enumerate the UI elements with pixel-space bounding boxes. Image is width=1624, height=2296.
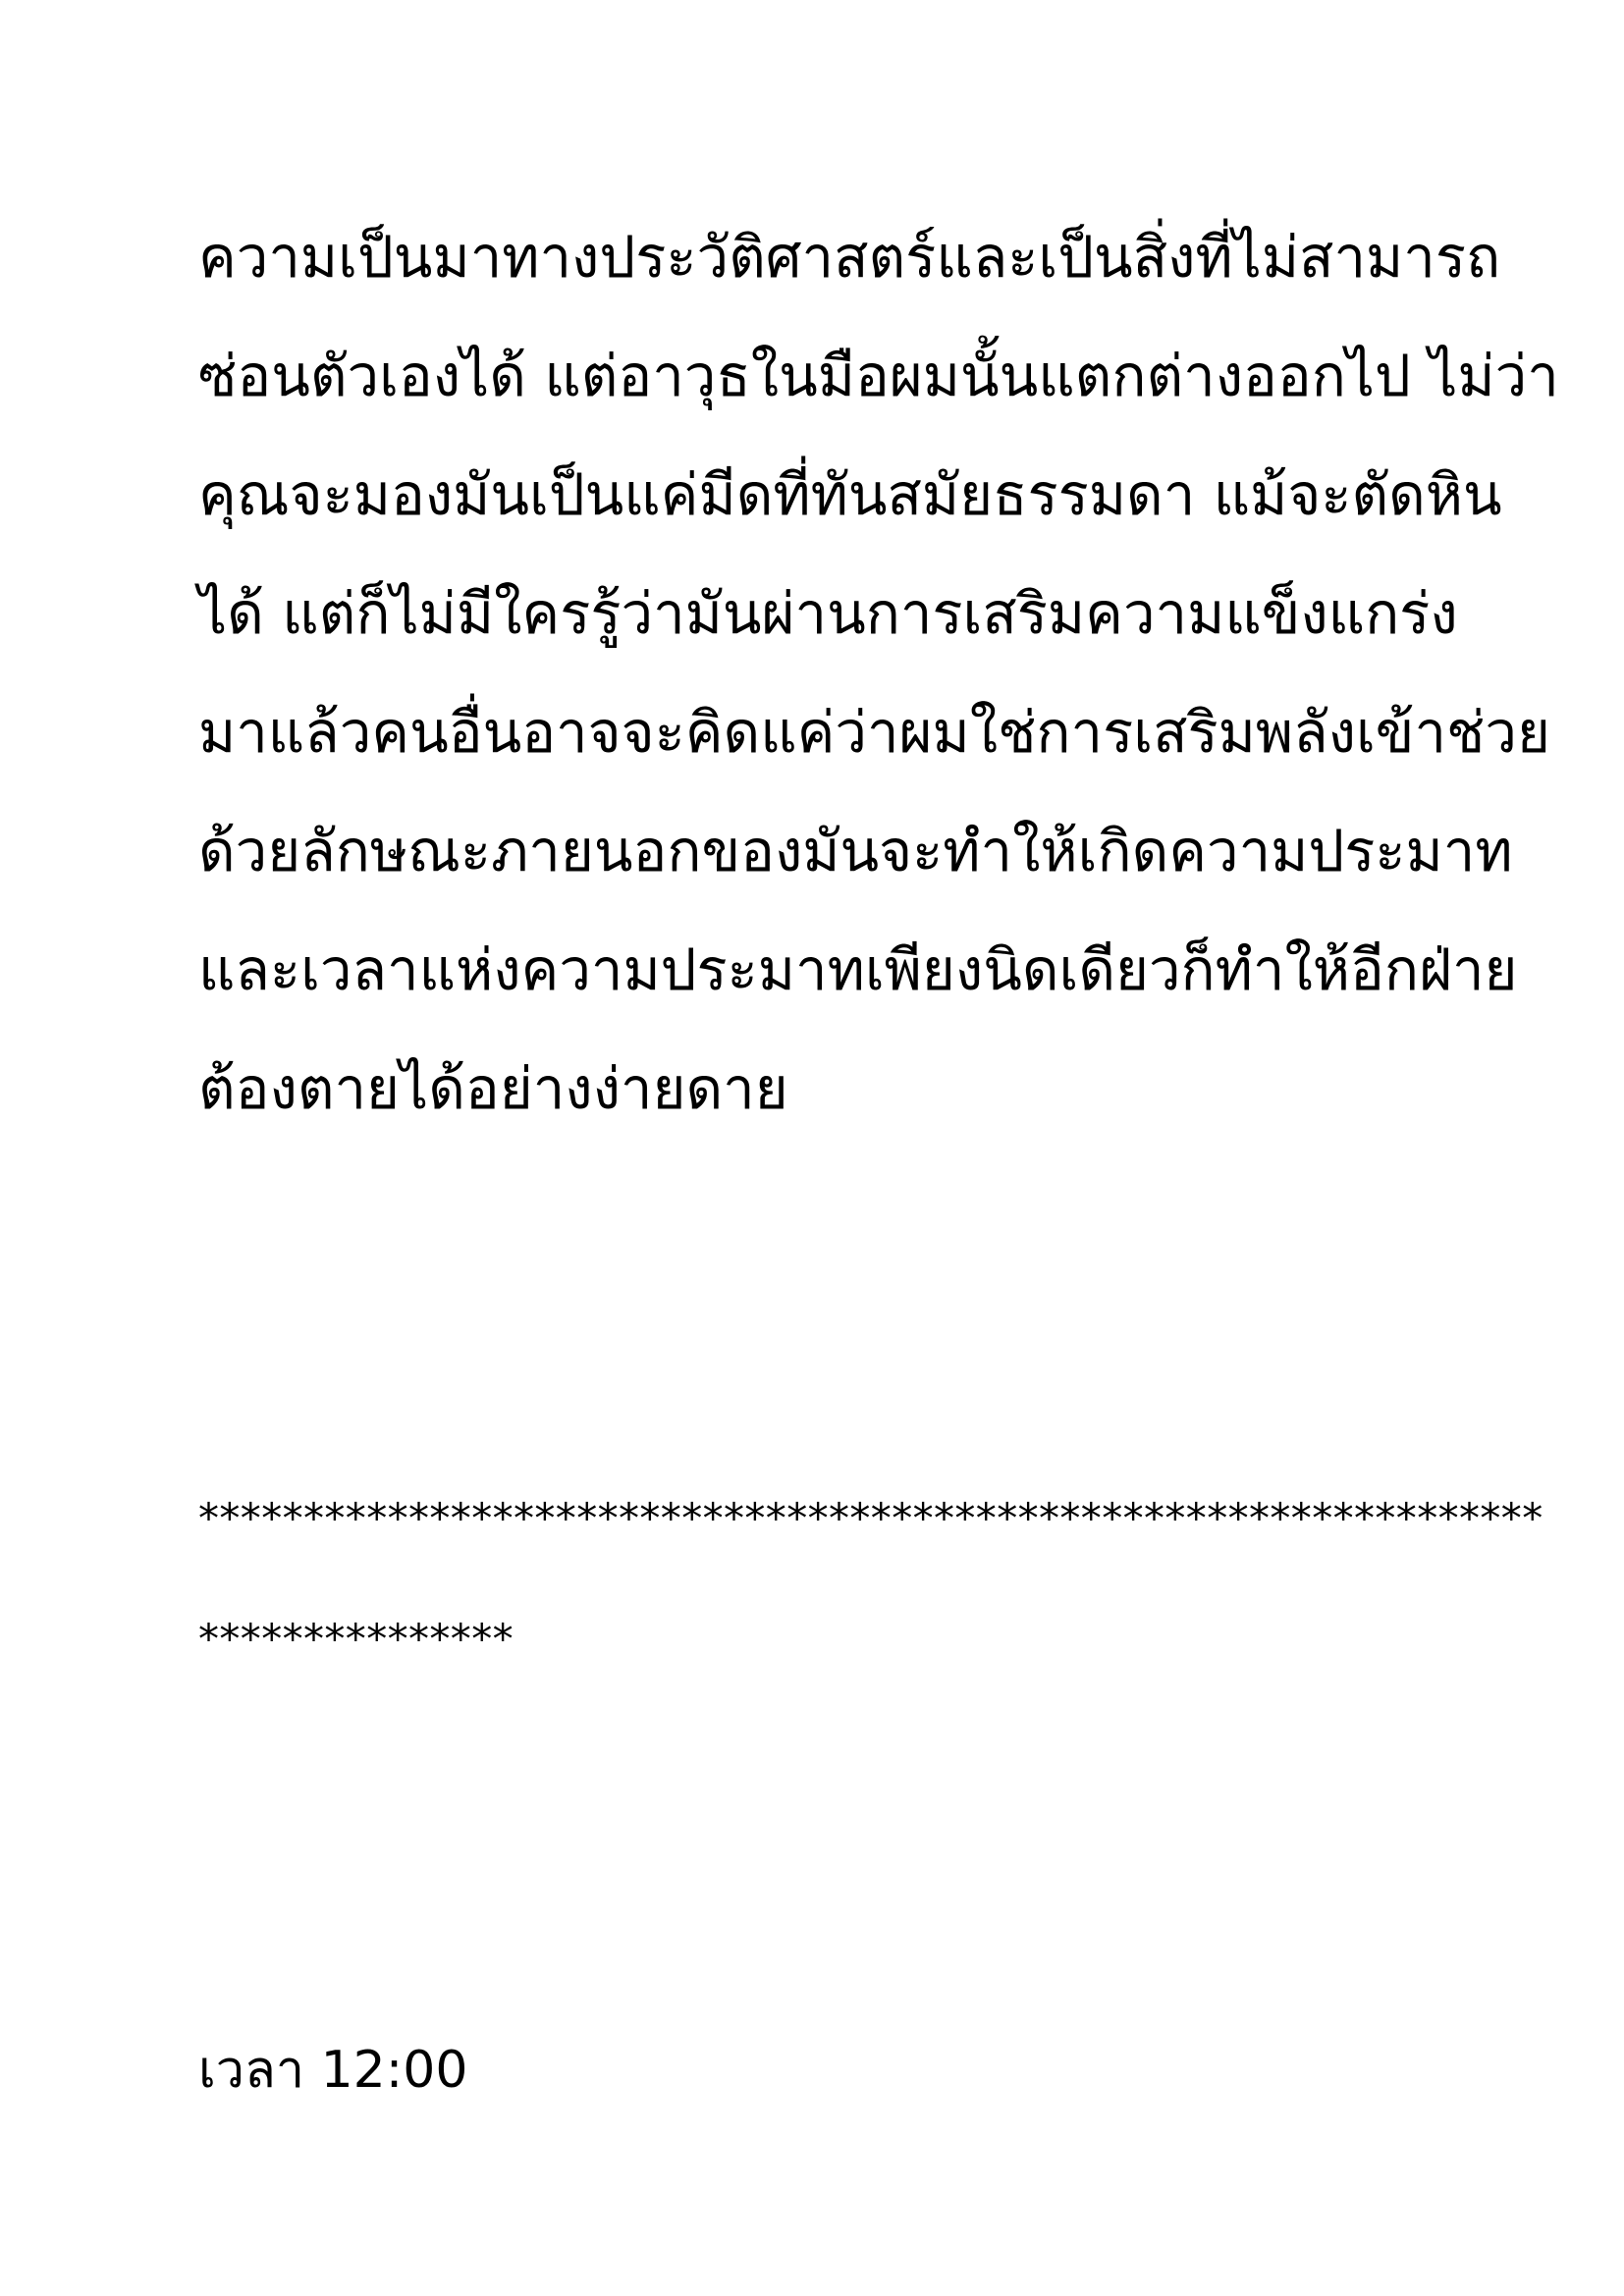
- body-text-line: ต้องตายได้อย่างง่ายดาย: [198, 1055, 788, 1122]
- body-text-line: คุณจะมองมันเป็นแค่มีดที่ทันสมัยธรรมดา แม้จะตัดหิน: [198, 461, 1502, 528]
- body-text-line: ด้วยลักษณะภายนอกของมันจะทำให้เกิดความประมาท: [198, 818, 1513, 884]
- time-label: เวลา 12:00: [198, 2041, 468, 2100]
- body-text-line: มาแล้วคนอื่นอาจจะคิดแค่ว่าผมใช่การเสริมพลังเข้าช่วย: [198, 699, 1550, 766]
- separator-stars: ***************: [198, 1615, 514, 1663]
- body-text-line: และเวลาแห่งความประมาทเพียงนิดเดียวก็ทำให้อีกฝ่าย: [198, 936, 1518, 1003]
- separator-stars: ****************************************************************: [198, 1494, 1543, 1542]
- body-text-line: ซ่อนตัวเองได้ แต่อาวุธในมือผมนั้นแตกต่างออกไป ไม่ว่า: [198, 343, 1559, 409]
- body-text-line: ความเป็นมาทางประวัติศาสตร์และเป็นสิ่งที่ไม่สามารถ: [198, 224, 1501, 291]
- body-text-line: ได้ แต่ก็ไม่มีใครรู้ว่ามันผ่านการเสริมความแข็งแกร่ง: [198, 580, 1458, 647]
